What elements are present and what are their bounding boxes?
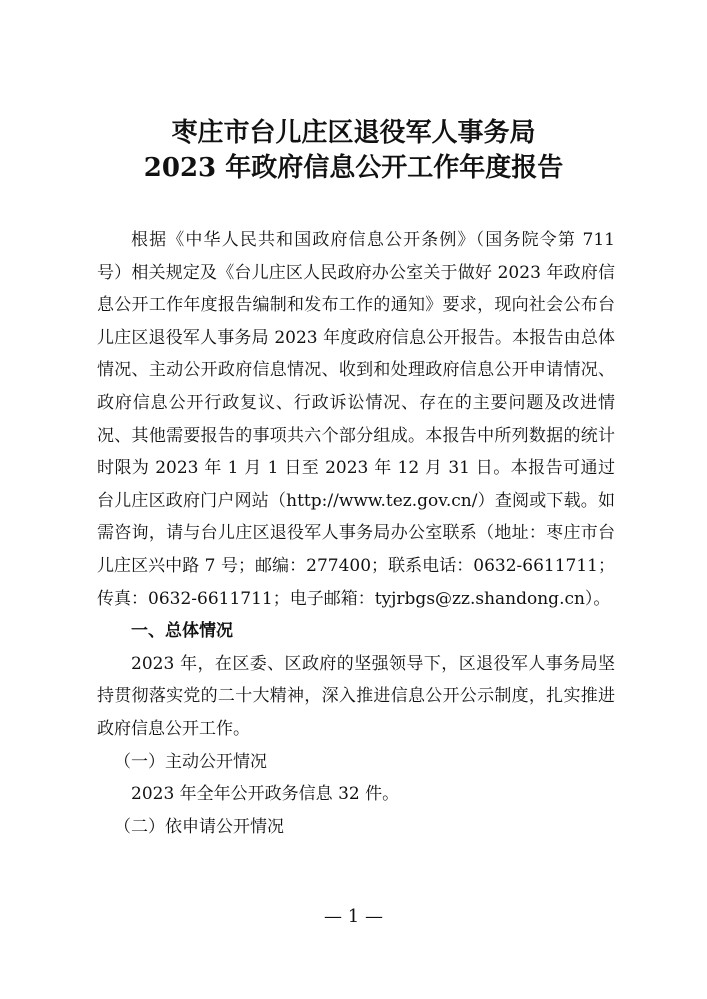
intro-paragraph: 根据《中华人民共和国政府信息公开条例》（国务院令第 711 号）相关规定及《台儿庄区人民政府办公室关于做好 2023 年政府信息公开工作年度报告编制和发布工作的通知》要求，现向社会公布台儿庄区退役军人事务局 2023 年度政府信息公开报告。本报告由总体情况、主动公开政府信息情况、收到和处理政府信息公开申请情况、政府信息公开行政复议、行政诉讼情况、存在的主要问题及改进情况、其他需要报告的事项共六个部分组成。本报告中所列数据的统计时限为 2023 年 1 月 1 日至 2023 年 12 月 31 日。本报告可通过台儿庄区政府门户网站（http://www.tez.gov.cn/）查阅或下载。如需咨询，请与台儿庄区退役军人事务局办公室联系（地址：枣庄市台儿庄区兴中路 7 号；邮编：277400；联系电话：0632-6611711；传真：0632-6611711；电子邮箱：tyjrbgs@zz.shandong.cn）。 bbox=[97, 230, 615, 609]
document-body bbox=[97, 224, 615, 843]
page-number: — 1 — bbox=[324, 906, 383, 927]
overview-paragraph: 2023 年，在区委、区政府的坚强领导下，区退役军人事务局坚持贯彻落实党的二十大精神，深入推进信息公开公示制度，扎实推进政府信息公开工作。 bbox=[97, 653, 615, 739]
subsection-heading-proactive: （一）主动公开情况 bbox=[114, 751, 267, 772]
section-heading-overview: 一、总体情况 bbox=[131, 621, 233, 642]
subsection-heading-on-request: （二）依申请公开情况 bbox=[114, 816, 284, 837]
document-title-line1: 枣庄市台儿庄区退役军人事务局 bbox=[171, 118, 536, 148]
document-title-line2: 2023 年政府信息公开工作年度报告 bbox=[143, 153, 564, 183]
proactive-paragraph: 2023 年全年公开政务信息 32 件。 bbox=[131, 784, 400, 805]
